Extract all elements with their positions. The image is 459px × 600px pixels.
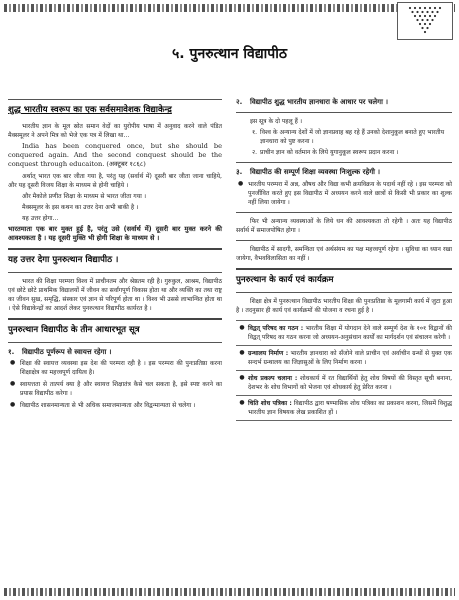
paragraph: और मैकोले प्रणीत शिक्षा के माध्यम से भारत जीता गया । — [22, 192, 147, 200]
right-column — [236, 94, 452, 421]
paragraph: भारतीय ज्ञान के मूल स्रोत समान वेदों का युरोपीय भाषा में अनुवाद करने वाले पंडित मैक्समूलर ने अपने मित्र को भेजे एक पत्र में लिखा था... — [8, 122, 222, 139]
bullet-icon: ● — [238, 179, 244, 187]
paragraph: मैक्समूलर के इस कथन का उत्तर देना अभी बाकी है । — [22, 203, 139, 211]
paragraph: इस सूत्र के दो पहलू हैं । — [250, 118, 303, 126]
programme-list — [236, 320, 452, 421]
sub-point: २. प्राचीन ज्ञान को वर्तमान के लिये युगानुकूल स्वरूप प्रदान करना । — [252, 149, 399, 157]
principle-3-list — [236, 180, 452, 207]
paragraph: अर्थात् भारत एक बार जीता गया है, परंतु यह (सर्वार्थ में) दूसरी बार जीता जाना चाहिये, और यह दूसरी विजय शिक्षा के माध्यम से होनी चाहिये । — [8, 172, 222, 189]
paragraph: विद्यापीठ में सादगी, समन्विता एवं अर्थसंयम का पक्ष महत्त्वपूर्ण रहेगा । सुविधा का ध्यान रखा जायेगा, वैभवविलासिता का नहीं । — [236, 245, 452, 262]
principle-1-list — [8, 359, 222, 410]
bold-statement: भारतमाता एक बार मुक्त हुई है, परंतु उसे (सर्वार्थ में) दूसरी बार मुक्त करने की आवश्यकता है । यह दूसरी मुक्ति भी होगी शिक्षा के माध्यम से । — [8, 224, 222, 243]
lotus-logo-icon — [397, 2, 453, 40]
bullet-icon: ● — [239, 398, 245, 406]
quote-date: (अक्टूबर १८६८) — [106, 160, 146, 169]
section-heading-answer: यह उत्तर देगा पुनरुत्थान विद्यापीठ । — [8, 255, 119, 266]
divider — [236, 292, 452, 293]
bottom-border — [4, 588, 455, 596]
bullet-icon: ● — [239, 348, 245, 356]
list-item: ● स्वायत्तता से तात्पर्य क्या है और स्वायत्त शिक्षातंत्र कैसे चल सकता है, इसे स्पष्ट करने का प्रयास विद्यापीठ करेगा । — [10, 380, 222, 398]
divider — [8, 342, 222, 343]
paragraph: भारत की शिक्षा परम्परा विश्व में प्राचीनतम और श्रेष्ठतम रही है। गुरुकुल, आश्रम, विद्यापीठ एवं छोटे छोटे प्राथमिक विद्यालयों में जीवन का सर्वांगपूर्ण विकास होता था और व्यक्ति का तथा राष्ट्र का जीवन सुख, समृद्धि, संस्कार एवं ज्ञान से परिपूर्ण होता था । विश्व भी उससे लाभान्वित होता था । ऐसे विद्याकेन्द्रों का आदर्श लेकर पुनरुत्थान विद्यापीठ कार्यरत है । — [8, 278, 222, 313]
list-item: ● चिति शोध पत्रिका : विद्यापीठ द्वारा षण्मासिक शोध पत्रिका का प्रकाशन करना, जिसमें विशुद्ध भारतीय ज्ञान विषयक लेख प्रकाशित हों । — [236, 396, 452, 421]
principle-heading-2: २. विद्यापीठ शुद्ध भारतीय ज्ञानधारा के आधार पर चलेगा । — [236, 98, 389, 106]
list-item: ● विद्वत् परिषद का गठन : भारतीय शिक्षा में योगदान देने वाले सम्पूर्ण देश के १०१ विद्वानों की विद्वत् परिषद का गठन करना जो अध्ययन-अनुसंधान कार्यों का मार्गदर्शन एवं संचालन करेगी । — [236, 321, 452, 346]
list-item: ● ग्रन्थालय निर्माण : भारतीय ज्ञानधारा को सँजोने वाले प्राचीन एवं अर्वाचीन ग्रन्थों से युक्त एक सन्दर्भ ग्रन्थालय का जिज्ञासुओं के लिए निर्माण करना । — [236, 346, 452, 371]
bullet-icon: ● — [10, 359, 16, 367]
principle-heading-1: १. विद्यापीठ पूर्णरूप से स्वायत्त रहेगा । — [8, 347, 112, 356]
section-heading-education-centre: शुद्ध भारतीय स्वरूप का एक सर्वसमावेशक विद्याकेन्द्र — [8, 105, 172, 115]
divider — [8, 248, 222, 250]
english-quote-text: India has been conquered once, but she should be conquered again. And the second conquest should be the conquest through educaiton. — [8, 141, 222, 169]
list-item: ● विद्यापीठ शासनमान्यता से भी अधिक समाजमान्यता और विद्वन्मान्यता से चलेगा । — [10, 401, 196, 410]
divider — [8, 318, 222, 320]
paragraph: फिर भी अन्यान्य व्यवस्थाओं के लिये धन की आवश्यकता तो रहेगी । अतः यह विद्यापीठ सर्वार्थ में समाजपोषित होगा । — [236, 217, 452, 234]
left-column — [8, 94, 222, 413]
paragraph: यह उत्तर होगा... — [22, 214, 59, 222]
principle-heading-3: ३. विद्यापीठ की सम्पूर्ण शिक्षा व्यवस्था निःशुल्क रहेगी । — [236, 168, 381, 177]
list-item: ● भारतीय परम्परा में अन्न, औषध और विद्या कभी क्रयविक्रय के पदार्थ नहीं रहे । इस परम्परा को पुनर्जीवित करते हुए इस विद्यापीठ में अध्ययन करने वाले छात्रों से किसी भी प्रकार का शुल्क नहीं लिया जायेगा । — [238, 179, 452, 206]
bullet-icon: ● — [239, 323, 245, 331]
bullet-icon: ● — [10, 380, 16, 388]
paragraph: शिक्षा क्षेत्र में पुनरुत्थान विद्यापीठ भारतीय शिक्षा की पुनःप्रतिष्ठा के मूलगामी कार्य में जुटा हुआ है । तदनुसार ही कार्य एवं कार्यक्रमों की योजना व रचना हुई है । — [236, 297, 452, 314]
divider — [8, 272, 222, 273]
divider — [236, 240, 452, 241]
section-heading-three-principles: पुनरुत्थान विद्यापीठ के तीन आधारभूत सूत्र — [8, 325, 140, 336]
bullet-icon: ● — [10, 401, 16, 409]
divider — [8, 99, 222, 100]
list-item: ● शोध प्रकल्प चलाना : शोधकार्य में रत विद्यार्थियों हेतु शोध विषयों की विस्तृत सूची बनाना, देशभर के शोध विभागों को भेजना एवं शोधकार्य हेतु प्रेरित करना । — [236, 371, 452, 396]
sub-point: १. विश्व के अन्यान्य देशों में जो ज्ञानप्रवाह बह रहे हैं उनको देशानुकूल बनाते हुए भारतीय ज्ञानधारा को पुष्ट करना । — [252, 129, 445, 146]
top-border — [4, 4, 455, 12]
section-heading-programmes: पुनरुत्थान के कार्य एवं कार्यक्रम — [236, 274, 334, 285]
divider — [236, 268, 452, 270]
list-item: ● शिक्षा की स्वायत्त व्यवस्था इस देश की परम्परा रही है । इस परम्परा की पुनःप्रतिष्ठा करना शिक्षाक्षेत्र का महत्त्वपूर्ण दायित्व है। — [10, 359, 222, 377]
english-quote — [8, 142, 222, 170]
bullet-icon: ● — [239, 373, 245, 381]
divider — [236, 212, 452, 213]
divider — [236, 112, 452, 113]
chapter-title: ५. पुनरुत्थान विद्यापीठ — [172, 46, 287, 62]
divider — [236, 162, 452, 163]
